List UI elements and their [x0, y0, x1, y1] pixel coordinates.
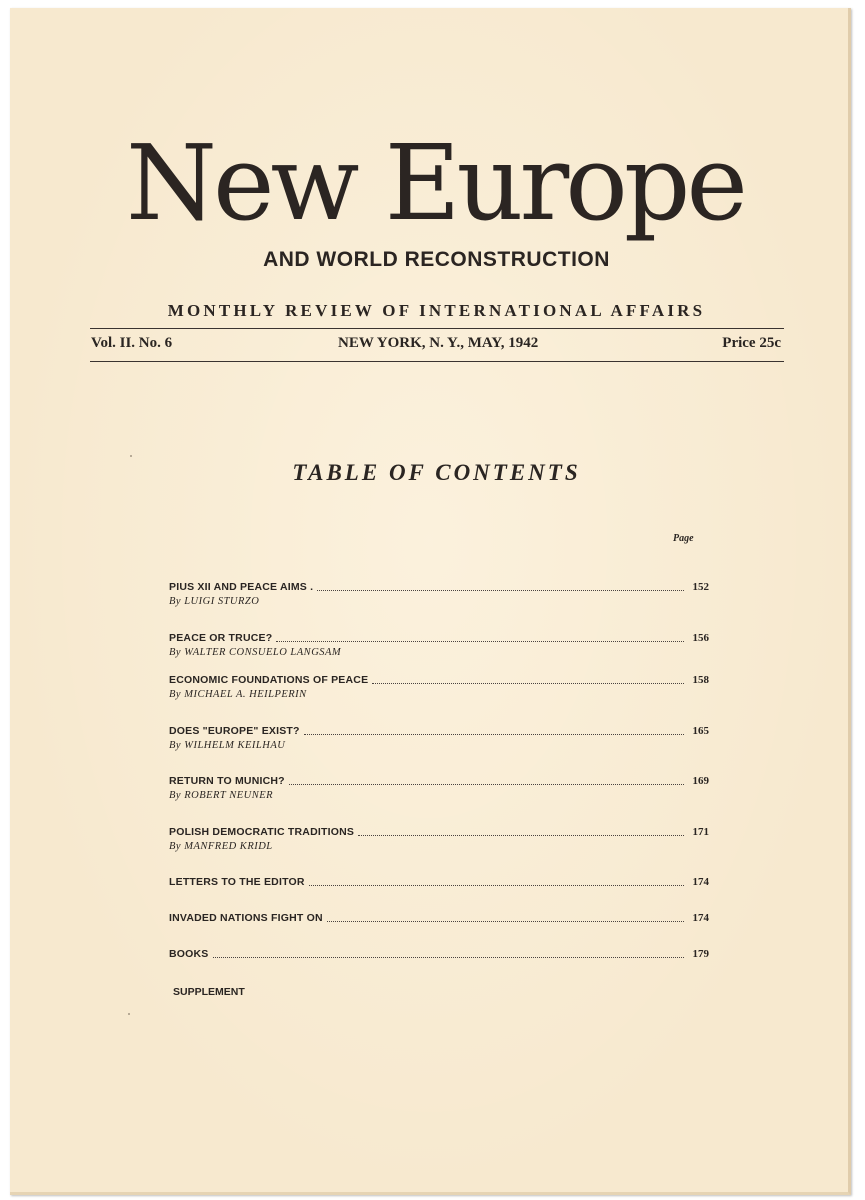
issue-volume: Vol. II. No. 6 [91, 335, 173, 351]
toc-entry-page: 171 [692, 826, 709, 838]
toc-entry-page: 158 [692, 674, 709, 686]
toc-entry-page: 169 [692, 775, 709, 787]
toc-entry-page: 174 [692, 912, 709, 924]
issue-price: Price 25c [722, 335, 781, 351]
toc-entry-page: 152 [692, 581, 709, 593]
magazine-cover [10, 8, 851, 1195]
masthead-subtitle: AND WORLD RECONSTRUCTION [263, 248, 610, 271]
toc-entry-author: By WILHELM KEILHAU [169, 740, 286, 751]
toc-entry-page: 174 [692, 876, 709, 888]
toc-entry-title: ECONOMIC FOUNDATIONS OF PEACE [169, 674, 369, 686]
toc-entry-title: PEACE OR TRUCE? [169, 632, 273, 644]
paper-speck [128, 1013, 130, 1015]
toc-entry-title: INVADED NATIONS FIGHT ON [169, 912, 323, 924]
toc-entry [169, 876, 709, 890]
toc-entry-page: 179 [692, 948, 709, 960]
toc-entry [169, 632, 709, 658]
toc-entry-page: 156 [692, 632, 709, 644]
masthead-tagline: MONTHLY REVIEW OF INTERNATIONAL AFFAIRS [167, 301, 706, 320]
toc-entry [169, 948, 709, 962]
toc-entry-title: BOOKS [169, 948, 209, 960]
toc-entry-page: 165 [692, 725, 709, 737]
toc-entry-title: PIUS XII AND PEACE AIMS . [169, 581, 314, 593]
toc-heading: TABLE OF CONTENTS [292, 460, 581, 485]
toc-entry-title: LETTERS TO THE EDITOR [169, 876, 305, 888]
toc-entry [169, 775, 709, 801]
toc-entry [169, 725, 709, 751]
masthead-title: New Europe [126, 122, 744, 244]
toc-supplement: SUPPLEMENT [173, 986, 245, 998]
toc-entry-author: By WALTER CONSUELO LANGSAM [169, 647, 342, 658]
toc-entry-author: By MANFRED KRIDL [169, 841, 273, 852]
toc-entry-title: RETURN TO MUNICH? [169, 775, 285, 787]
toc-entry-author: By MICHAEL A. HEILPERIN [169, 689, 307, 700]
toc-entry-author: By ROBERT NEUNER [169, 790, 274, 801]
bottom-rule [90, 361, 784, 362]
toc-entry [169, 826, 709, 852]
toc-entry-title: POLISH DEMOCRATIC TRADITIONS [169, 826, 355, 838]
paper-speck [130, 455, 132, 457]
toc-page-label: Page [673, 533, 694, 544]
toc-entry-title: DOES "EUROPE" EXIST? [169, 725, 300, 737]
issue-dateline: NEW YORK, N. Y., MAY, 1942 [338, 335, 539, 351]
toc-entry [169, 674, 709, 700]
toc-entry [169, 581, 709, 607]
issue-info-bar [91, 335, 781, 355]
toc-entry [169, 912, 709, 926]
top-rule [90, 328, 784, 329]
toc-entry-author: By LUIGI STURZO [169, 596, 260, 607]
